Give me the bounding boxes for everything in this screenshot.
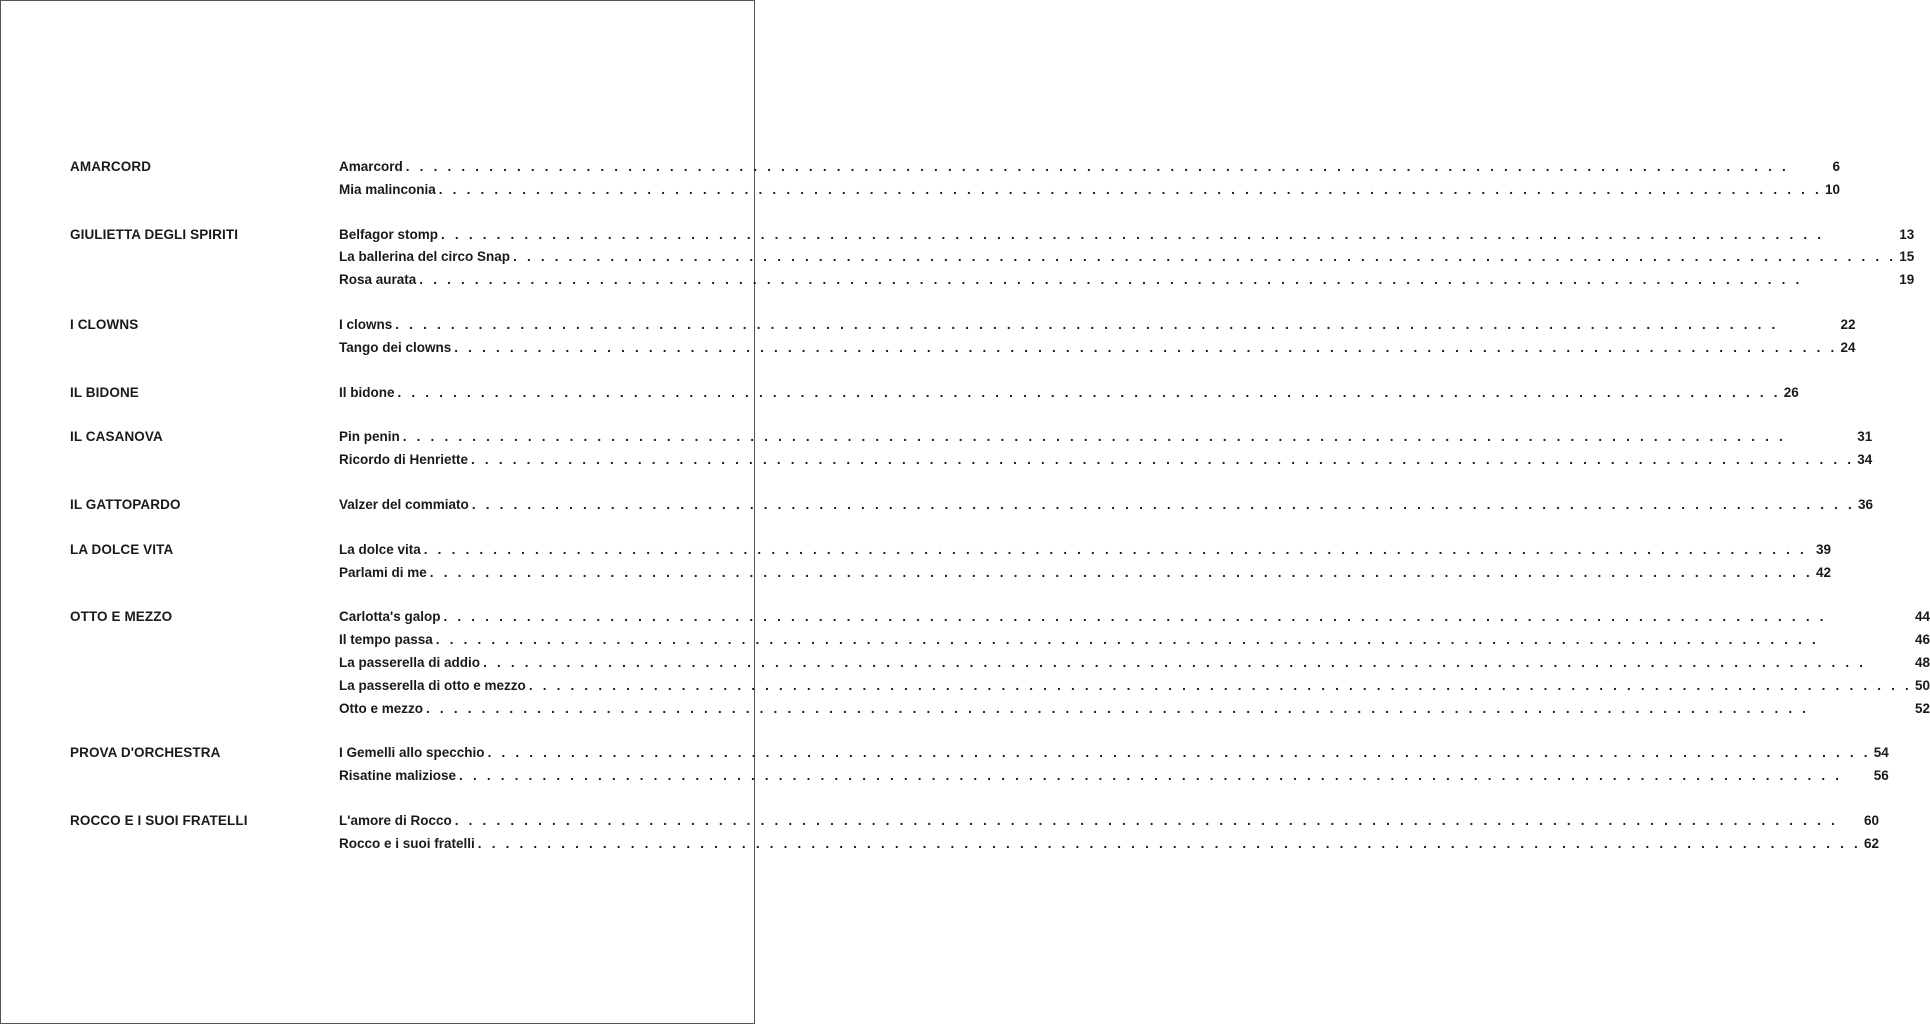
song-title: I Gemelli allo specchio bbox=[339, 745, 485, 761]
song-title: Belfagor stomp bbox=[339, 226, 439, 242]
film-group bbox=[70, 607, 1930, 721]
song-title: I clowns bbox=[339, 316, 393, 332]
toc-entry bbox=[339, 653, 1930, 672]
toc-entry bbox=[339, 247, 1914, 266]
song-title: Rocco e i suoi fratelli bbox=[339, 835, 475, 851]
song-title: La passerella di addio bbox=[339, 654, 481, 670]
page-number: 60 bbox=[1864, 812, 1880, 828]
toc-entry bbox=[339, 607, 1930, 626]
toc-entry bbox=[339, 180, 1840, 199]
song-title: La passerella di otto e mezzo bbox=[339, 677, 526, 693]
toc-entry bbox=[339, 676, 1930, 695]
dot-leader bbox=[406, 157, 1830, 176]
film-title: IL CASANOVA bbox=[70, 429, 163, 445]
dot-leader bbox=[403, 427, 1854, 446]
toc-entry bbox=[339, 338, 1856, 357]
page-number: 46 bbox=[1915, 632, 1930, 648]
toc-entry bbox=[339, 834, 1879, 853]
song-list bbox=[339, 427, 1872, 473]
dot-leader bbox=[459, 766, 1871, 785]
page-number: 39 bbox=[1816, 541, 1832, 557]
film-group bbox=[70, 495, 1874, 518]
song-title: Valzer del commiato bbox=[339, 496, 469, 512]
dot-leader bbox=[426, 699, 1912, 718]
song-title: Rosa aurata bbox=[339, 272, 417, 288]
page-number: 6 bbox=[1832, 159, 1841, 174]
toc-entry bbox=[339, 743, 1889, 762]
film-group bbox=[70, 540, 1832, 586]
dot-leader bbox=[471, 450, 1854, 469]
dot-leader bbox=[441, 225, 1896, 244]
song-title: Il bidone bbox=[339, 384, 395, 400]
dot-leader bbox=[513, 247, 1896, 266]
dot-leader bbox=[430, 563, 1813, 582]
dot-leader bbox=[488, 743, 1871, 762]
song-list bbox=[339, 383, 1799, 406]
toc-entry bbox=[339, 270, 1914, 289]
page-number: 31 bbox=[1857, 429, 1873, 445]
song-title: Risatine maliziose bbox=[339, 768, 457, 784]
song-list bbox=[339, 540, 1831, 586]
dot-leader bbox=[478, 834, 1861, 853]
song-title: L'amore di Rocco bbox=[339, 812, 452, 828]
dot-leader bbox=[398, 383, 1781, 402]
page-number: 56 bbox=[1873, 768, 1889, 784]
dot-leader bbox=[424, 540, 1813, 559]
toc-entry bbox=[339, 315, 1856, 334]
song-title: Il tempo passa bbox=[339, 632, 433, 648]
film-title: GIULIETTA DEGLI SPIRITI bbox=[70, 226, 239, 242]
page-number: 26 bbox=[1783, 384, 1799, 400]
page-number: 52 bbox=[1915, 700, 1930, 716]
song-title: Mia malinconia bbox=[339, 181, 436, 197]
toc-entry bbox=[339, 427, 1872, 446]
film-group bbox=[70, 743, 1889, 789]
page-number: 13 bbox=[1899, 226, 1915, 242]
film-group bbox=[70, 157, 1841, 203]
toc-entry bbox=[339, 540, 1831, 559]
page-number: 22 bbox=[1840, 316, 1856, 332]
page-number: 15 bbox=[1899, 249, 1915, 265]
song-list bbox=[339, 811, 1879, 857]
toc-entry bbox=[339, 630, 1930, 649]
dot-leader bbox=[483, 653, 1912, 672]
dot-leader bbox=[455, 811, 1861, 830]
song-list bbox=[339, 315, 1856, 361]
dot-leader bbox=[454, 338, 1837, 357]
film-group bbox=[70, 225, 1915, 293]
song-title: Otto e mezzo bbox=[339, 700, 424, 716]
song-title: Amarcord bbox=[339, 159, 403, 174]
page-number: 36 bbox=[1858, 496, 1874, 512]
film-title: LA DOLCE VITA bbox=[70, 541, 174, 557]
song-title: Pin penin bbox=[339, 429, 400, 445]
film-title: AMARCORD bbox=[70, 159, 152, 174]
page-number: 34 bbox=[1857, 452, 1873, 468]
page-number: 50 bbox=[1915, 677, 1930, 693]
film-title: ROCCO E I SUOI FRATELLI bbox=[70, 812, 248, 828]
toc-entry bbox=[339, 495, 1873, 514]
dot-leader bbox=[443, 607, 1912, 626]
song-title: Parlami di me bbox=[339, 564, 427, 580]
song-list bbox=[339, 607, 1930, 721]
song-title: Ricordo di Henriette bbox=[339, 452, 469, 468]
toc-entry bbox=[339, 225, 1914, 244]
song-title: La dolce vita bbox=[339, 541, 421, 557]
film-title: PROVA D'ORCHESTRA bbox=[70, 745, 221, 761]
song-list bbox=[339, 225, 1914, 293]
dot-leader bbox=[419, 270, 1896, 289]
film-group bbox=[70, 427, 1873, 473]
song-list bbox=[339, 743, 1889, 789]
page-number: 24 bbox=[1840, 339, 1856, 355]
toc-entry bbox=[339, 699, 1930, 718]
page-number: 62 bbox=[1864, 835, 1880, 851]
song-list bbox=[339, 157, 1840, 203]
song-title: Carlotta's galop bbox=[339, 609, 441, 625]
dot-leader bbox=[439, 180, 1822, 199]
song-list bbox=[339, 495, 1873, 518]
song-title: La ballerina del circo Snap bbox=[339, 249, 511, 265]
page-number: 42 bbox=[1816, 564, 1832, 580]
table-of-contents bbox=[70, 157, 1930, 879]
toc-entry bbox=[339, 383, 1799, 402]
film-group bbox=[70, 811, 1880, 857]
toc-entry bbox=[339, 450, 1872, 469]
film-title: IL BIDONE bbox=[70, 384, 139, 400]
dot-leader bbox=[472, 495, 1855, 514]
dot-leader bbox=[529, 676, 1912, 695]
dot-leader bbox=[436, 630, 1912, 649]
toc-entry bbox=[339, 563, 1831, 582]
page-number: 10 bbox=[1824, 181, 1841, 197]
toc-entry bbox=[339, 811, 1879, 830]
dot-leader bbox=[395, 315, 1837, 334]
film-title: IL GATTOPARDO bbox=[70, 496, 181, 512]
page-number: 48 bbox=[1915, 654, 1930, 670]
toc-entry bbox=[339, 766, 1889, 785]
page-number: 54 bbox=[1873, 745, 1889, 761]
toc-entry bbox=[339, 157, 1840, 176]
film-title: OTTO E MEZZO bbox=[70, 609, 173, 625]
film-title: I CLOWNS bbox=[70, 316, 139, 332]
film-group bbox=[70, 383, 1799, 406]
page-number: 19 bbox=[1899, 272, 1915, 288]
page-number: 44 bbox=[1915, 609, 1930, 625]
song-title: Tango dei clowns bbox=[339, 339, 452, 355]
film-group bbox=[70, 315, 1856, 361]
